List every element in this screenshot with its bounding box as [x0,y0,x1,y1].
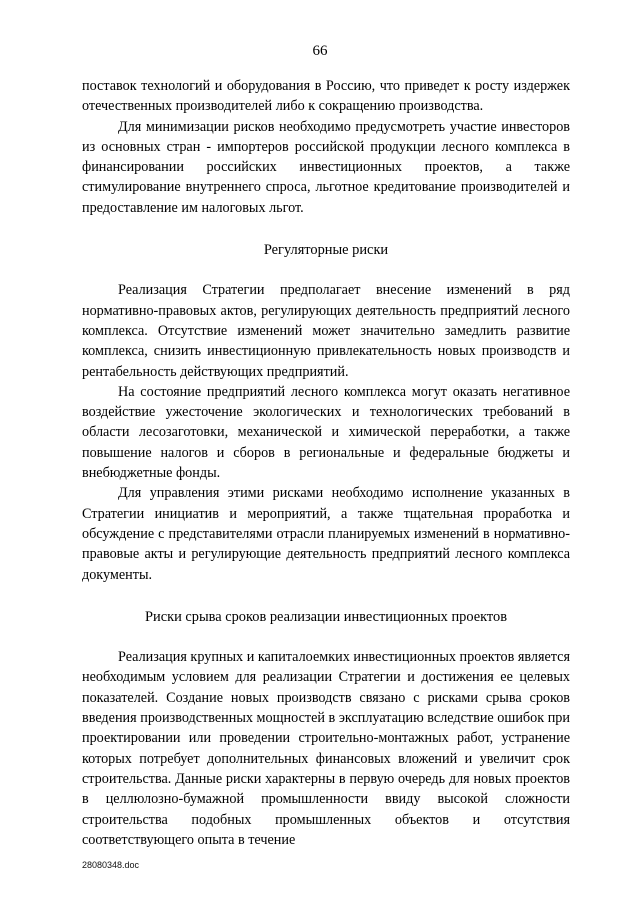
paragraph: поставок технологий и оборудования в Россию, что приведет к росту издержек отечественных производителей либо к сокращению производства. [82,78,570,115]
paragraph: Для минимизации рисков необходимо предусмотреть участие инвесторов из основных стран - импортеров российской продукции лесного комплекса в финансировании российских инвестиционных проектов, а также стимулирование внутреннего спроса, льготное кредитование производителей и предоставление им налоговых льгот. [82,118,570,216]
document-body [82,76,570,850]
section-heading-regulatory-risks: Регуляторные риски [263,242,389,259]
paragraph: На состояние предприятий лесного комплекса могут оказать негативное воздействие ужесточение экологических и технологических требований в области лесозаготовки, механической и химической переработки, а также повышение налогов и сборов в региональные и федеральные бюджеты и внебюджетные фонды. [82,383,570,482]
page-number: 66 [312,43,328,59]
paragraph: Реализация крупных и капиталоемких инвестиционных проектов является необходимым условием для реализации Стратегии и достижения ее целевых показателей. Создание новых производств связано с рисками срыва сроков введения производственных мощностей в эксплуатацию вследствие ошибок при проектировании или проведении строительно-монтажных работ, устранение которых потребует дополнительных финансовых вложений и увеличит срок строительства. Данные риски характерны в первую очередь для новых проектов в целлюлозно-бумажной промышленности ввиду высокой сложности строительства подобных промышленных объектов и отсутствия соответствующего опыта в течение [82,649,570,848]
paragraph: Реализация Стратегии предполагает внесение изменений в ряд нормативно-правовых актов, регулирующих деятельность предприятий лесного комплекса. Отсутствие изменений может значительно замедлить развитие комплекса, снизить инвестиционную привлекательность новых производств и рентабельность действующих предприятий. [82,282,570,380]
section-heading-deadline-risks: Риски срыва сроков реализации инвестиционных проектов [144,608,508,625]
footer-filename: 28080348.doc [82,860,140,870]
paragraph: Для управления этими рисками необходимо исполнение указанных в Стратегии инициатив и мероприятий, а также тщательная проработка и обсуждение с представителями отрасли планируемых изменений в нормативно-правовые акты и регулирующие деятельность предприятий лесного комплекса документы. [82,485,570,583]
